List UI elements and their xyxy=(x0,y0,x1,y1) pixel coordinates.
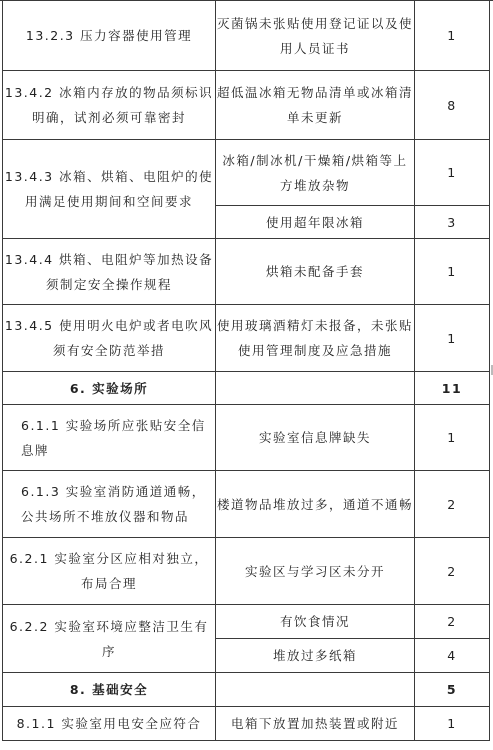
count-cell: 8 xyxy=(415,71,490,140)
section-empty-cell xyxy=(216,372,415,405)
item-cell: 6.2.1 实验室分区应相对独立，布局合理 xyxy=(3,538,216,605)
section-empty-cell xyxy=(216,673,415,707)
issue-cell: 堆放过多纸箱 xyxy=(216,639,415,673)
count-cell: 1 xyxy=(415,239,490,305)
table-row xyxy=(3,305,490,372)
table-row xyxy=(3,71,490,140)
issue-cell: 实验室信息牌缺失 xyxy=(216,405,415,471)
issue-cell: 使用玻璃酒精灯未报备，未张贴使用管理制度及应急措施 xyxy=(216,305,415,372)
issue-cell: 电箱下放置加热装置或附近 xyxy=(216,707,415,741)
issue-cell: 灭菌锅未张贴使用登记证以及使用人员证书 xyxy=(216,1,415,71)
item-cell: 6.2.2 实验室环境应整洁卫生有序 xyxy=(3,605,216,673)
table-row xyxy=(3,140,490,206)
section-row xyxy=(3,372,490,405)
inspection-table xyxy=(2,0,490,741)
count-cell: 4 xyxy=(415,639,490,673)
issue-cell: 使用超年限冰箱 xyxy=(216,206,415,239)
item-cell: 8.1.1 实验室用电安全应符合 xyxy=(3,707,216,741)
section-total: 5 xyxy=(415,673,490,707)
item-cell: 13.4.3 冰箱、烘箱、电阻炉的使用满足使用期间和空间要求 xyxy=(3,140,216,239)
issue-cell: 超低温冰箱无物品清单或冰箱清单未更新 xyxy=(216,71,415,140)
item-cell: 13.4.4 烘箱、电阻炉等加热设备须制定安全操作规程 xyxy=(3,239,216,305)
count-cell: 1 xyxy=(415,1,490,71)
section-total: 11 xyxy=(415,372,490,405)
table-row xyxy=(3,405,490,471)
section-row xyxy=(3,673,490,707)
table-row xyxy=(3,239,490,305)
section-title: 6. 实验场所 xyxy=(3,372,216,405)
table-row xyxy=(3,538,490,605)
section-title: 8. 基础安全 xyxy=(3,673,216,707)
issue-cell: 楼道物品堆放过多，通道不通畅 xyxy=(216,471,415,538)
table-row xyxy=(3,471,490,538)
item-cell: 6.1.1 实验场所应张贴安全信息牌 xyxy=(3,405,216,471)
count-cell: 2 xyxy=(415,538,490,605)
table-row xyxy=(3,707,490,741)
item-cell: 13.4.5 使用明火电炉或者电吹风须有安全防范举措 xyxy=(3,305,216,372)
count-cell: 1 xyxy=(415,305,490,372)
count-cell: 3 xyxy=(415,206,490,239)
item-cell: 6.1.3 实验室消防通道通畅，公共场所不堆放仪器和物品 xyxy=(3,471,216,538)
table-row xyxy=(3,605,490,639)
issue-cell: 有饮食情况 xyxy=(216,605,415,639)
issue-cell: 实验区与学习区未分开 xyxy=(216,538,415,605)
item-cell: 13.4.2 冰箱内存放的物品须标识明确，试剂必须可靠密封 xyxy=(3,71,216,140)
item-cell: 13.2.3 压力容器使用管理 xyxy=(3,1,216,71)
issue-cell: 烘箱未配备手套 xyxy=(216,239,415,305)
table-row xyxy=(3,1,490,71)
count-cell: 1 xyxy=(415,140,490,206)
count-cell: 2 xyxy=(415,471,490,538)
count-cell: 1 xyxy=(415,405,490,471)
count-cell: 1 xyxy=(415,707,490,741)
count-cell: 2 xyxy=(415,605,490,639)
issue-cell: 冰箱/制冰机/干燥箱/烘箱等上方堆放杂物 xyxy=(216,140,415,206)
